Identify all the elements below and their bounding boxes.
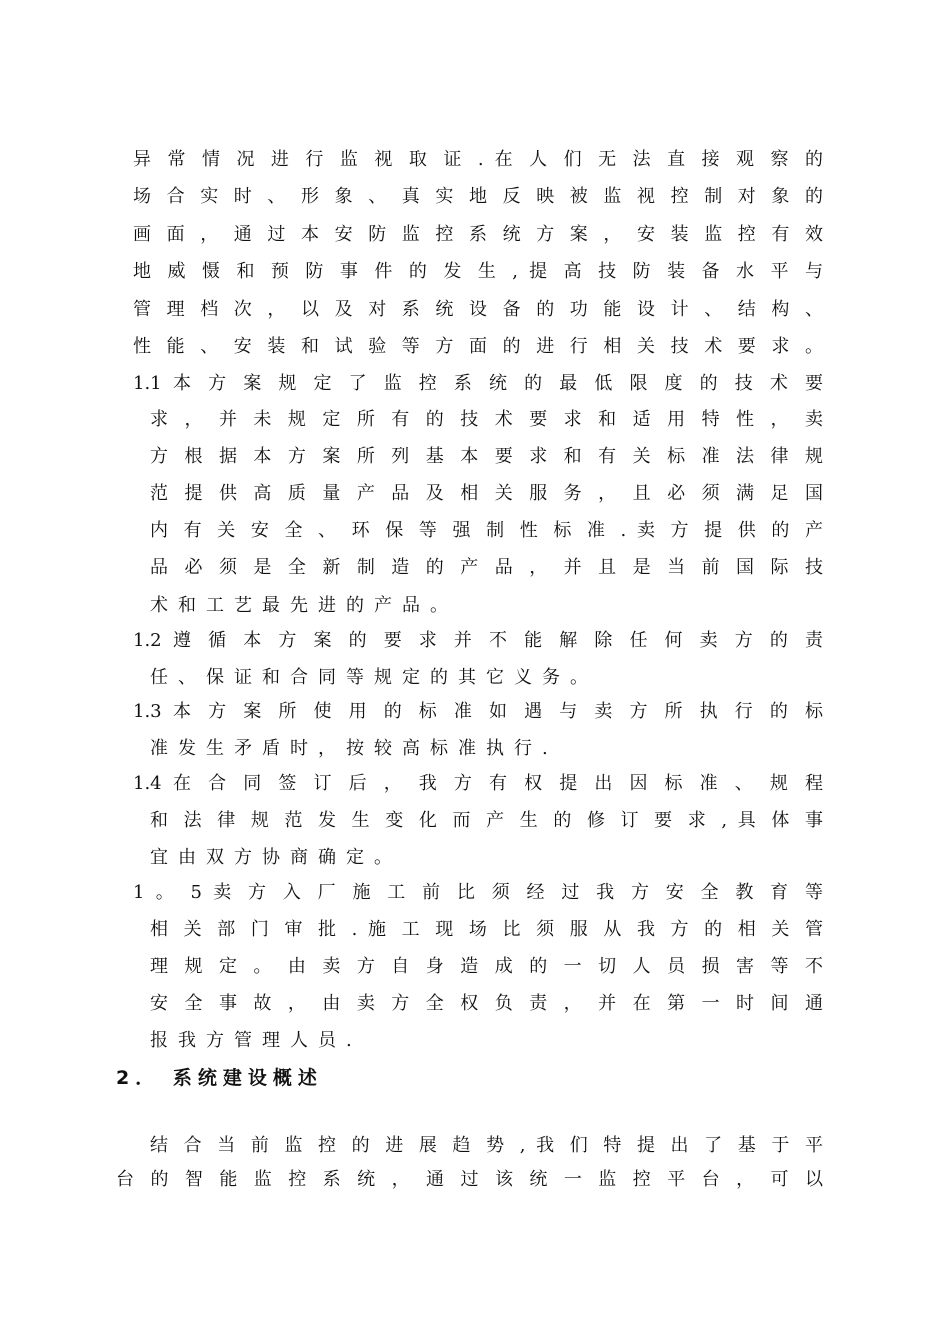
list-item-1-5-line: 1 。 5 卖 方 入 厂 施 工 前 比 须 经 过 我 方 安 全 教 育 等 <box>133 882 823 903</box>
paragraph-line: 地 威 慑 和 预 防 事 件 的 发 生 , 提 高 技 防 装 备 水 平 与 <box>133 261 823 282</box>
list-item-1-3-line: 准发生矛盾时，按较高标准执行. <box>150 738 558 759</box>
list-item-1-2-line: 任、保证和合同等规定的其它义务。 <box>150 667 598 688</box>
paragraph-line: 场 合 实 时 、 形 象 、 真 实 地 反 映 被 监 视 控 制 对 象 的 <box>133 186 823 207</box>
list-item-1-5-line: 理 规 定 。 由 卖 方 自 身 造 成 的 一 切 人 员 损 害 等 不 <box>150 956 823 977</box>
list-item-1-2-line: 1.2 遵 循 本 方 案 的 要 求 并 不 能 解 除 任 何 卖 方 的 责 <box>133 630 823 651</box>
list-item-1-1-line: 方 根 据 本 方 案 所 列 基 本 要 求 和 有 关 标 准 法 律 规 <box>150 446 823 467</box>
list-item-1-4-line: 宜由双方协商确定。 <box>150 847 402 868</box>
list-item-1-3-line: 1.3 本 方 案 所 使 用 的 标 准 如 遇 与 卖 方 所 执 行 的 标 <box>133 701 823 722</box>
list-item-1-1-line: 1.1 本 方 案 规 定 了 监 控 系 统 的 最 低 限 度 的 技 术 要 <box>133 373 823 394</box>
paragraph-line: 管 理 档 次 ， 以 及 对 系 统 设 备 的 功 能 设 计 、 结 构 、 <box>133 299 823 320</box>
section-2-paragraph-line: 结 合 当 前 监 控 的 进 展 趋 势 , 我 们 特 提 出 了 基 于 平 <box>150 1135 823 1156</box>
list-item-1-4-line: 1.4 在 合 同 签 订 后 ， 我 方 有 权 提 出 因 标 准 、 规 程 <box>133 773 823 794</box>
list-item-1-5-line: 相 关 部 门 审 批 . 施 工 现 场 比 须 服 从 我 方 的 相 关 管 <box>150 919 823 940</box>
list-item-1-1-line: 术和工艺最先进的产品。 <box>150 595 458 616</box>
section-heading: 2． 系统建设概述 <box>116 1067 323 1089</box>
list-item-1-5-line: 安 全 事 故 ， 由 卖 方 全 权 负 责 ， 并 在 第 一 时 间 通 <box>150 993 823 1014</box>
list-item-1-5-line: 报我方管理人员. <box>150 1030 362 1051</box>
section-2-paragraph-line: 台 的 智 能 监 控 系 统 ， 通 过 该 统 一 监 控 平 台 ， 可 以 <box>116 1169 823 1190</box>
list-item-1-1-line: 内 有 关 安 全 、 环 保 等 强 制 性 标 准 . 卖 方 提 供 的 产 <box>150 520 823 541</box>
list-item-1-1-line: 品 必 须 是 全 新 制 造 的 产 品 ， 并 且 是 当 前 国 际 技 <box>150 557 823 578</box>
paragraph-line: 画 面 ， 通 过 本 安 防 监 控 系 统 方 案 ， 安 装 监 控 有 效 <box>133 224 823 245</box>
list-item-1-1-line: 求 ， 并 未 规 定 所 有 的 技 术 要 求 和 适 用 特 性 ， 卖 <box>150 409 823 430</box>
list-item-1-4-line: 和 法 律 规 范 发 生 变 化 而 产 生 的 修 订 要 求 , 具 体 事 <box>150 810 823 831</box>
list-item-1-1-line: 范 提 供 高 质 量 产 品 及 相 关 服 务 ， 且 必 须 满 足 国 <box>150 483 823 504</box>
paragraph-line: 性 能 、 安 装 和 试 验 等 方 面 的 进 行 相 关 技 术 要 求 。 <box>133 336 823 357</box>
paragraph-line: 异 常 情 况 进 行 监 视 取 证 . 在 人 们 无 法 直 接 观 察 的 <box>133 149 823 170</box>
